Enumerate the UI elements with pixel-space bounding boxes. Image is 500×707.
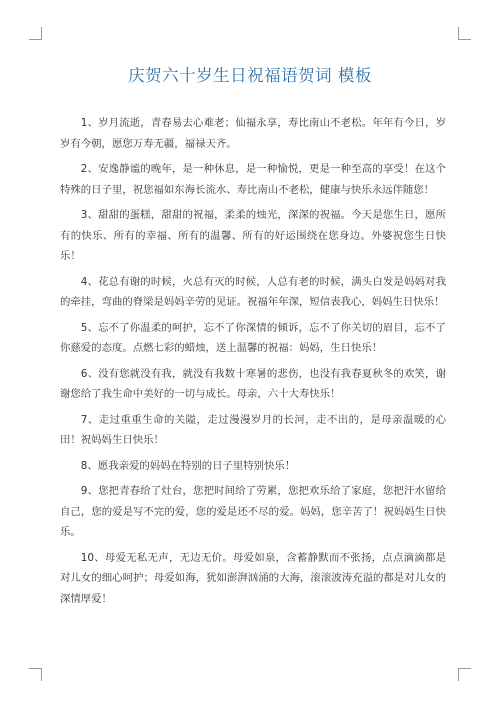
paragraph-2: 2、安逸静谧的晚年，是一种休息，是一种愉悦，更是一种至高的享受！在这个特殊的日子里，祝您福如东海长流水、寿比南山不老松，健康与快乐永远伴随您！	[60, 163, 446, 196]
document-body	[60, 113, 446, 614]
paragraph-10: 10、母爱无私无声，无边无价。母爱如泉，含蓄静默而不张扬，点点滴滴都是对儿女的细心呵护；母爱如海，犹如澎湃汹涌的大海，滚滚波涛充溢的都是对儿女的深情厚爱！	[60, 551, 446, 605]
paragraph-7: 7、走过重重生命的关隘，走过漫漫岁月的长河，走不出的，是母亲温暖的心田！祝妈妈生日快乐！	[60, 413, 446, 446]
crop-mark-top-left	[29, 27, 42, 40]
paragraph-5: 5、忘不了你温柔的呵护，忘不了你深情的倾诉，忘不了你关切的眉目，忘不了你慈爱的态度。点燃七彩的蜡烛，送上温馨的祝福：妈妈，生日快乐！	[60, 321, 446, 354]
paragraph-4: 4、花总有谢的时候，火总有灭的时候，人总有老的时候，满头白发是妈妈对我的牵挂，弯曲的脊梁是妈妈辛劳的见证。祝福年年深，短信表我心，妈妈生日快乐！	[60, 275, 446, 308]
paragraph-8: 8、愿我亲爱的妈妈在特别的日子里特别快乐！	[80, 459, 296, 472]
paragraph-9: 9、您把青春给了灶台，您把时间给了劳累，您把欢乐给了家庭，您把汗水留给自己，您的爱是写不完的爱，您的爱是还不尽的爱。妈妈，您辛苦了！祝妈妈生日快乐。	[60, 485, 446, 538]
crop-mark-top-right	[458, 27, 471, 40]
crop-mark-bottom-right	[458, 668, 471, 681]
crop-mark-bottom-left	[29, 668, 42, 681]
paragraph-6: 6、没有您就没有我，就没有我数十寒暑的悲伤，也没有我春夏秋冬的欢笑，谢谢您给了我生命中美好的一切与成长。母亲，六十大寿快乐！	[60, 367, 446, 400]
paragraph-1: 1、岁月流逝，青春易去心难老；仙福永享，寿比南山不老松。年年有今日，岁岁有今朝，愿您万寿无疆，福禄天齐。	[60, 117, 446, 150]
document-title: 庆贺六十岁生日祝福语贺词 模板	[128, 66, 372, 85]
paragraph-3: 3、甜甜的蛋糕，甜甜的祝福，柔柔的烛光，深深的祝福。今天是您生日，愿所有的快乐、所有的幸福、所有的温馨、所有的好运围绕在您身边。外婆祝您生日快乐！	[60, 209, 446, 262]
